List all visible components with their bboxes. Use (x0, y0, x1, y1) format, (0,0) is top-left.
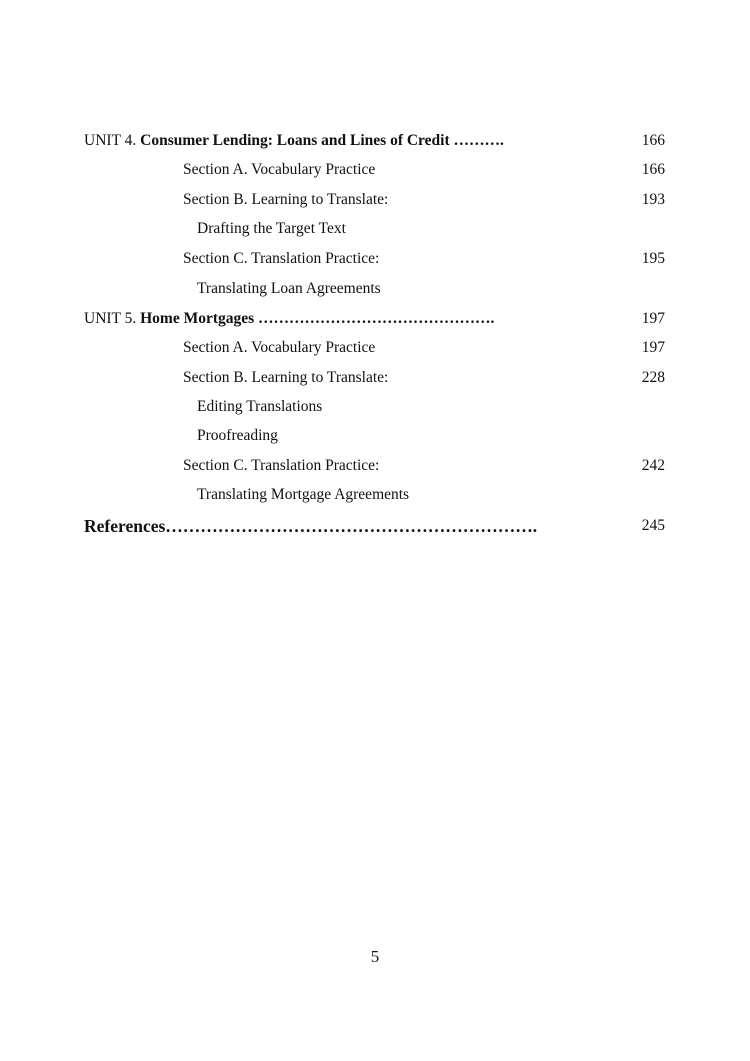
section-label: Section C. Translation Practice: (183, 250, 380, 267)
toc-subentry (0, 276, 750, 302)
toc-page-number: 242 (641, 457, 665, 474)
toc-entry-unit5-section-a (0, 335, 750, 361)
toc-page-number: 166 (641, 132, 665, 149)
toc-page-number: 228 (641, 369, 665, 386)
toc-entry-unit5-section-c (0, 453, 750, 479)
toc-page-number: 197 (641, 310, 665, 327)
toc-entry-unit5-section-b (0, 365, 750, 391)
toc-entry-unit-5 (0, 306, 750, 332)
references-label: References………………………………………………………. (84, 516, 538, 536)
unit-title: Home Mortgages ………………………………………. (140, 310, 495, 327)
section-label: Section B. Learning to Translate: (183, 369, 389, 386)
toc-subentry (0, 482, 750, 508)
unit-prefix: UNIT 4. (84, 132, 141, 149)
page-number: 5 (370, 947, 380, 966)
subsection-label: Editing Translations (197, 398, 323, 415)
unit-prefix: UNIT 5. (84, 310, 141, 327)
toc-entry-unit4-section-c (0, 246, 750, 272)
subsection-label: Proofreading (197, 427, 278, 444)
toc-page-number: 245 (641, 517, 665, 534)
toc-entry-text (84, 306, 494, 332)
toc-page-number: 193 (641, 191, 665, 208)
section-label: Section A. Vocabulary Practice (183, 161, 376, 178)
toc-entry-unit4-section-a (0, 157, 750, 183)
toc-page-number: 195 (641, 250, 665, 267)
toc-page-number: 197 (641, 339, 665, 356)
subsection-label: Translating Loan Agreements (197, 280, 381, 297)
unit-title: Consumer Lending: Loans and Lines of Credit ………. (140, 132, 504, 149)
toc-subentry (0, 394, 750, 420)
toc-subentry (0, 216, 750, 242)
subsection-label: Translating Mortgage Agreements (197, 486, 410, 503)
subsection-label: Drafting the Target Text (197, 220, 346, 237)
toc-entry-text (84, 128, 504, 154)
section-label: Section C. Translation Practice: (183, 457, 380, 474)
toc-subentry (0, 423, 750, 449)
section-label: Section A. Vocabulary Practice (183, 339, 376, 356)
toc-entry-unit4-section-b (0, 187, 750, 213)
toc-entry-unit-4 (0, 128, 750, 154)
section-label: Section B. Learning to Translate: (183, 191, 389, 208)
toc-entry-references (0, 513, 750, 539)
toc-page-number: 166 (641, 161, 665, 178)
